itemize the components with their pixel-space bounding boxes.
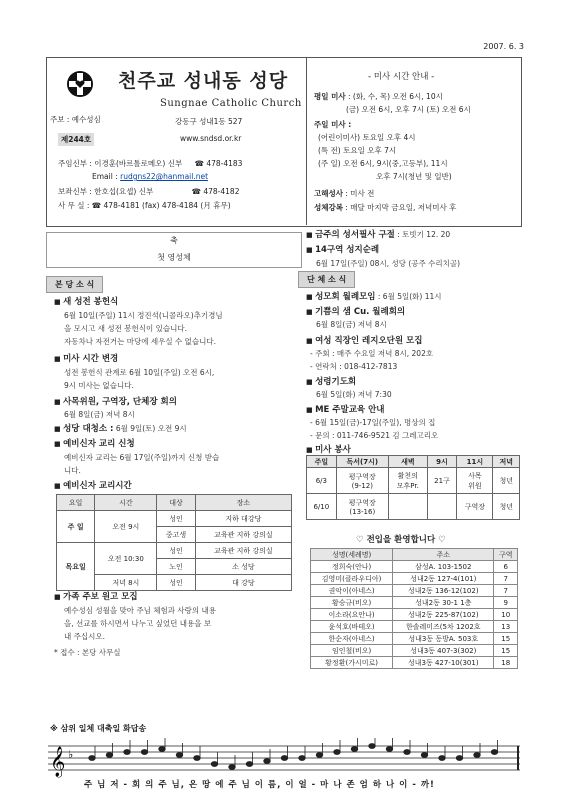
table-cell: 평구역장 (9-12) [336, 468, 388, 494]
note-head [264, 759, 270, 764]
group-body-4: 6월 5일(화) 저녁 7:30 [316, 390, 392, 399]
table-row [307, 494, 520, 520]
note-head [89, 756, 95, 761]
news-line: 9시 미사는 없습니다. [64, 381, 134, 390]
news-title-4: ■ 성당 대청소 : [54, 424, 113, 434]
assistant-line [58, 186, 239, 197]
note-head [211, 762, 217, 767]
col-day: 요일 [57, 495, 95, 511]
email-link[interactable]: rudgns22@hanmail.net [120, 172, 209, 181]
col-9: 9시 [427, 456, 457, 468]
note-head [386, 747, 392, 752]
table-cell: 김영미(클라우디아) [311, 573, 393, 585]
note-head [474, 753, 480, 758]
address: 강동구 성내1동 527 [175, 117, 243, 126]
table-cell: 21구 [427, 468, 457, 494]
patron: 주보 : 예수성심 [50, 115, 101, 124]
table-cell: 18 [494, 657, 518, 669]
target-cell: 성인 [157, 511, 195, 527]
group-line: - 문의 : 011-746-9521 김 그레고리오 [310, 431, 439, 440]
table-cell: 정희숙(안나) [311, 561, 393, 573]
note-head [299, 756, 305, 761]
table-cell: 성내2동 127-4(101) [393, 573, 494, 585]
table-header-row [307, 456, 520, 468]
pilgrimage-title: ■ 14구역 성지순례 [306, 243, 379, 255]
table-cell: 사목 위원 [457, 468, 493, 494]
email-line [92, 172, 208, 181]
confession-line [314, 188, 374, 199]
table-cell: 7 [494, 585, 518, 597]
adoration-time: : 매달 마지막 금요일, 저녁미사 후 [342, 203, 457, 212]
church-logo-icon [66, 70, 94, 98]
news-title-6: ■ 예비신자 교리시간 [54, 479, 132, 491]
bible-verse-item [306, 228, 450, 241]
table-cell: 청년 [493, 494, 520, 520]
table-cell: 성내3동 동방A. 503호 [393, 633, 494, 645]
first-communion: 첫 영성체 [157, 253, 191, 262]
place-cell: 교육관 지하 강의실 [195, 527, 291, 543]
col-district: 구역 [494, 549, 518, 561]
table-row [307, 468, 520, 494]
time-cell: 저녁 8시 [95, 575, 157, 591]
issue-date: 2007. 6. 3 [483, 42, 524, 51]
table-row [311, 633, 518, 645]
col-target: 대상 [157, 495, 195, 511]
pilgrimage-info: 6월 17일(주일) 08시, 성당 (공주 수리치골) [316, 259, 461, 268]
table-row [57, 543, 292, 559]
assistant: 보좌신부 : 한호섭(요셉) 신부 [58, 187, 154, 196]
table-cell: 한순자(아네스) [311, 633, 393, 645]
table-cell [388, 494, 427, 520]
note-head [159, 747, 165, 752]
table-cell: 활천의 모후Pr. [388, 468, 427, 494]
pastor-line [58, 158, 242, 169]
table-cell: 임인철(비오) [311, 645, 393, 657]
confession-label: 고해성사 [314, 189, 343, 198]
group-item-1 [306, 290, 441, 303]
day-cell: 주 일 [57, 511, 95, 543]
group-title-4: ■ 성령기도회 [306, 375, 356, 387]
news-title-5: ■ 예비신자 교리 신청 [54, 437, 135, 449]
table-cell: 황정환(가시미로) [311, 657, 393, 669]
pastor-phone: ☎ 478-4183 [194, 159, 243, 168]
note-head [351, 747, 357, 752]
email-label: Email : [92, 172, 121, 181]
table-cell: 권악이(아네스) [311, 585, 393, 597]
table-cell: 구역장 [457, 494, 493, 520]
col-place: 장소 [195, 495, 291, 511]
news-line: 니다. [64, 466, 81, 475]
website[interactable]: www.sndsd.or.kr [180, 134, 242, 143]
sunday-mass-1: (어린이미사) 토요일 오후 4시 [318, 133, 416, 142]
welcome-title: ♡ 전입을 환영합니다 ♡ [356, 535, 446, 545]
table-cell [427, 494, 457, 520]
table-cell: 10 [494, 609, 518, 621]
news-line: 6월 10일(주일) 11시 정진석(니콜라오)추기경님 [64, 311, 223, 320]
note-head [316, 753, 322, 758]
target-cell: 노인 [157, 559, 195, 575]
table-cell: 13 [494, 621, 518, 633]
table-cell: 한솔레미즈(5차 1202호 [393, 621, 494, 633]
col-evening: 저녁 [493, 456, 520, 468]
table-row [311, 621, 518, 633]
group-line: - 연락처 : 018-412-7813 [310, 362, 398, 371]
group-body-3 [310, 347, 433, 373]
col-reading: 독서(7시) [336, 456, 388, 468]
adoration-line [314, 202, 456, 213]
issue-number: 제244호 [58, 133, 94, 146]
news-body-5 [64, 451, 219, 477]
table-cell: 윤석호(바테오) [311, 621, 393, 633]
table-cell: 성내2동 136-12(102) [393, 585, 494, 597]
col-sunday: 주일 [307, 456, 337, 468]
note-head [176, 753, 182, 758]
table-cell: 성내3동 427-10(301) [393, 657, 494, 669]
psalm-title: ※ 삼위 일체 대축일 화답송 [50, 724, 147, 733]
submission-line: 예수성심 성월을 맞아 주님 체험과 사랑의 내용 [64, 606, 216, 615]
note-head [491, 750, 497, 755]
news-line: 성전 봉헌식 관계로 6월 10일(주일) 오전 6시, [64, 368, 215, 377]
bible-verse: : 토빗기 12. 20 [394, 230, 451, 239]
note-head [124, 750, 130, 755]
note-head [281, 756, 287, 761]
celebration-mark: 축 [170, 236, 178, 245]
news-body-2 [64, 366, 214, 392]
table-cell: 15 [494, 633, 518, 645]
time-cell: 오전 10:30 [95, 543, 157, 575]
place-cell: 교육관 지하 강의실 [195, 543, 291, 559]
note-head [456, 756, 462, 761]
table-cell: 6/10 [307, 494, 337, 520]
group-line: - 6월 15일(금)-17일(주일), 명상의 집 [310, 418, 436, 427]
table-cell: 삼성A. 103-1502 [393, 561, 494, 573]
place-cell: 소 성당 [195, 559, 291, 575]
news-title-1: ■ 새 성전 봉헌식 [54, 295, 118, 307]
group-title-3: ■ 여성 직장인 레지오단원 모집 [306, 334, 422, 346]
table-cell: 이소라(요안나) [311, 609, 393, 621]
table-cell: 황승규(비오) [311, 597, 393, 609]
assistant-phone: ☎ 478-4182 [191, 187, 240, 196]
note-head [369, 744, 375, 749]
group-news-header: 단 체 소 식 [298, 271, 355, 288]
welcome-table [310, 548, 518, 669]
target-cell: 중고생 [157, 527, 195, 543]
weekday-mass-2: (금) 오전 6시, 오후 7시 (토) 오전 6시 [346, 105, 471, 114]
submission-note: * 접수 : 본당 사무실 [54, 648, 121, 657]
place-cell: 대 강당 [195, 575, 291, 591]
office: 사 무 실 : ☎ 478-4181 (fax) 478-4184 (月 휴무) [58, 201, 231, 210]
header-divider [306, 57, 307, 225]
note-head [141, 750, 147, 755]
target-cell: 성인 [157, 543, 195, 559]
table-row [311, 585, 518, 597]
note-head [421, 753, 427, 758]
day-cell: 목요일 [57, 543, 95, 591]
table-cell: 청년 [493, 468, 520, 494]
sunday-label: 주일 미사 : [314, 120, 352, 129]
submission-line: 을, 선교를 하시면서 나누고 싶었던 내용을 보 [64, 619, 212, 628]
table-cell: 성내3동 407-3(302) [393, 645, 494, 657]
weekday-mass-1 [314, 91, 443, 102]
table-row [57, 511, 292, 527]
group-title-6: ■ 미사 봉사 [306, 443, 351, 455]
group-title-2: ■ 기쁨의 샘 Cu. 월례회의 [306, 305, 405, 317]
time-cell: 오전 9시 [95, 511, 157, 543]
note-head [246, 762, 252, 767]
col-time: 시간 [95, 495, 157, 511]
group-title-1: ■ 성모회 월례모임 [306, 292, 376, 302]
mass-heading: - 미사 시간 안내 - [368, 72, 435, 82]
col-name: 성명(세례명) [311, 549, 393, 561]
col-11: 11시 [457, 456, 493, 468]
news-line: 자동차나 자전거는 마당에 세우실 수 없습니다. [64, 337, 216, 346]
note-head [439, 756, 445, 761]
treble-clef-icon: 𝄞 [50, 747, 66, 777]
table-row [311, 645, 518, 657]
col-dawn: 새벽 [388, 456, 427, 468]
note-head [334, 750, 340, 755]
weekday-label: 평일 미사 [314, 92, 346, 101]
place-cell: 지하 대강당 [195, 511, 291, 527]
news-line: 을 모시고 새 성전 봉헌식이 있습니다. [64, 324, 187, 333]
submission-title: ■ 가족 주보 원고 모집 [54, 590, 138, 602]
table-row [311, 609, 518, 621]
church-subtitle: Sungnae Catholic Church [160, 98, 302, 109]
group-body-2: 6월 8일(금) 저녁 8시 [316, 320, 387, 329]
note-head [229, 765, 235, 770]
table-row [311, 657, 518, 669]
weekday-times: : (화, 수, 목) 오전 6시, 10시 [345, 92, 443, 101]
table-row [311, 561, 518, 573]
table-row [311, 597, 518, 609]
table-cell: 7 [494, 573, 518, 585]
table-header-row [311, 549, 518, 561]
table-cell: 성내2동 30-1 1층 [393, 597, 494, 609]
adoration-label: 성체강복 [314, 203, 343, 212]
table-row [311, 573, 518, 585]
table-cell: 6 [494, 561, 518, 573]
table-cell: 6/3 [307, 468, 337, 494]
table-cell: 15 [494, 645, 518, 657]
mass-service-table [306, 455, 520, 520]
flat-icon: ♭ [68, 748, 74, 761]
group-body-5 [310, 416, 438, 442]
table-cell: 9 [494, 597, 518, 609]
table-header-row [57, 495, 292, 511]
pastor: 주임신부 : 이경훈(바르톨로메오) 신부 [58, 159, 183, 168]
table-cell: 성내2동 225-87(102) [393, 609, 494, 621]
note-head [106, 753, 112, 758]
news-body-4: 6월 9일(토) 오전 9시 [113, 424, 187, 433]
table-cell: 평구역장 (13-16) [336, 494, 388, 520]
submission-body [64, 604, 216, 643]
submission-line: 내 주십시오. [64, 632, 105, 641]
parish-news-header: 본 당 소 식 [46, 276, 103, 293]
bible-verse-title: ■ 금주의 성서필사 구절 [306, 230, 395, 240]
note-head [194, 756, 200, 761]
sunday-mass-2: (특 전) 토요일 오후 7시 [318, 146, 397, 155]
news-body-3: 6월 8일(금) 저녁 8시 [64, 410, 135, 419]
class-schedule-table [56, 494, 292, 591]
group-line: - 주회 : 매주 수요일 저녁 8시, 202호 [310, 349, 434, 358]
news-title-2: ■ 미사 시간 변경 [54, 352, 118, 364]
music-staff [48, 738, 520, 778]
news-title-3: ■ 사목위원, 구역장, 단체장 회의 [54, 395, 177, 407]
group-title-5: ■ ME 주말교육 안내 [306, 403, 385, 415]
psalm-lyrics: 주 님 저 - 회 의 주 님, 온 땅 에 주 님 이 름, 이 얼 - 마 나 존 엄 하 나 이 - 까! [84, 780, 435, 790]
col-address: 주소 [393, 549, 494, 561]
note-head [404, 750, 410, 755]
celebration-box [46, 232, 302, 268]
news-body-1 [64, 309, 223, 348]
sunday-mass-4: 오후 7시(청년 및 일반) [376, 172, 452, 181]
church-title: 천주교 성내동 성당 [118, 70, 289, 92]
target-cell: 성인 [157, 575, 195, 591]
confession-time: : 미사 전 [342, 189, 375, 198]
group-body-1: : 6월 5일(화) 11시 [375, 292, 442, 301]
news-item-4 [54, 422, 187, 435]
sunday-mass-3: (주 일) 오전 6시, 9시(중,고등부), 11시 [318, 159, 448, 168]
news-line: 예비신자 교리는 6월 17일(주일)까지 신청 받습 [64, 453, 220, 462]
